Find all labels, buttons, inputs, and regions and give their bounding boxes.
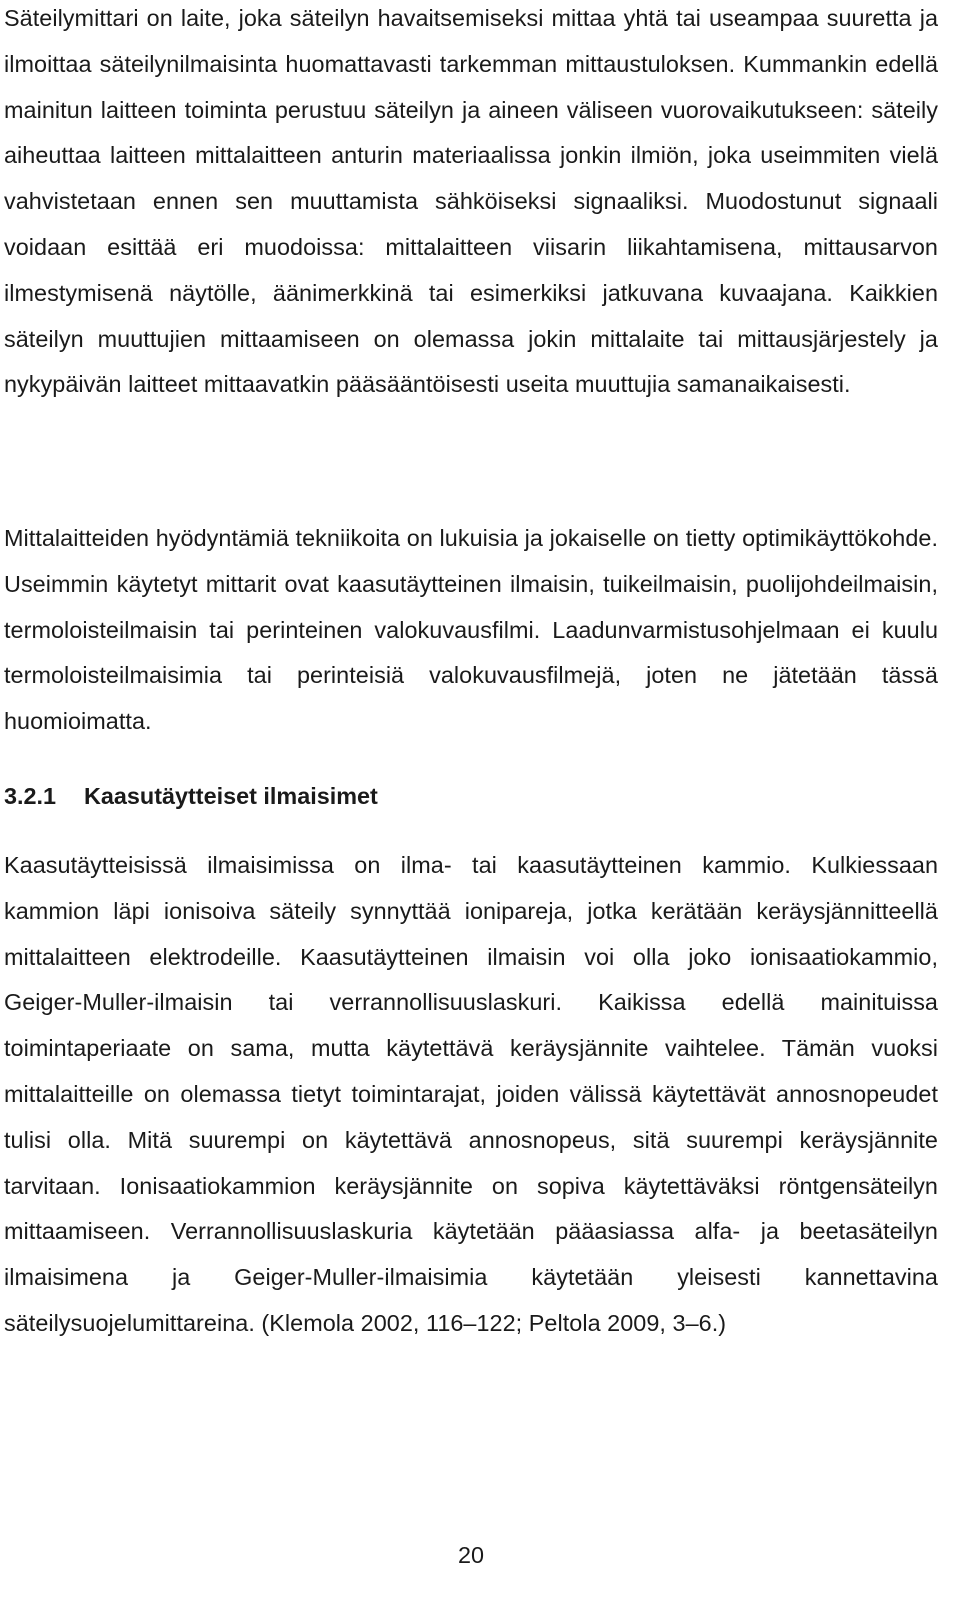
paragraph-radiation-meter: Säteilymittari on laite, joka säteilyn havaitsemiseksi mittaa yhtä tai useampaa suuretta ja ilmoittaa säteilynilmaisinta huomattavasti tarkemman mittaustuloksen. Kummankin edellä mainitun laitteen toiminta perustuu säteilyn ja aineen väliseen vuorovaikutukseen: säteily aiheuttaa laitteen mittalaitteen anturin materiaalissa jonkin ilmiön, joka useimmiten vielä vahvistetaan ennen sen muuttamista sähköiseksi signaaliksi. Muodostunut signaali voidaan esittää eri muodoissa: mittalaitteen viisarin liikahtamisena, mittausarvon ilmestymisenä näytölle, äänimerkkinä tai esimerkiksi jatkuvana kuvaajana. Kaikkien säteilyn muuttujien mittaamiseen on olemassa jokin mittalaite tai mittausjärjestely ja nykypäivän laitteet mittaavatkin pääsääntöisesti useita muuttujia samanaikaisesti. [4,5,938,398]
paragraph-measurement-techniques: Mittalaitteiden hyödyntämiä tekniikoita on lukuisia ja jokaiselle on tietty optimikäyttökohde. Useimmin käytetyt mittarit ovat kaasutäytteinen ilmaisin, tuikeilmaisin, puolijohdeilmaisin, termoloisteilmaisin tai perinteinen valokuvausfilmi. Laadunvarmistusohjelmaan ei kuulu termoloisteilmaisimia tai perinteisiä valokuvausfilmejä, joten ne jätetään tässä huomioimatta. [4,525,938,735]
paragraph-gas-filled-detectors: Kaasutäytteisissä ilmaisimissa on ilma- tai kaasutäytteinen kammio. Kulkiessaan kammion läpi ionisoiva säteily synnyttää ionipareja, jotka kerätään keräysjännitteellä mittalaitteen elektrodeille. Kaasutäytteinen ilmaisin voi olla joko ionisaatiokammio, Geiger-Muller-ilmaisin tai verrannollisuuslaskuri. Kaikissa edellä mainituissa toimintaperiaate on sama, mutta käytettävä keräysjännite vaihtelee. Tämän vuoksi mittalaitteille on olemassa tietyt toimintarajat, joiden välissä käytettävät annosnopeudet tulisi olla. Mitä suurempi on käytettävä annosnopeus, sitä suurempi keräysjännite tarvitaan. Ionisaatiokammion keräysjännite on sopiva käytettäväksi röntgensäteilyn mittaamiseen. Verrannollisuuslaskuria käytetään pääasiassa alfa- ja beetasäteilyn ilmaisimena ja Geiger-Muller-ilmaisimia käytetään yleisesti kannettavina säteilysuojelumittareina. (Klemola 2002, 116–122; Peltola 2009, 3–6.) [4,852,938,1336]
page-number: 20 [458,1542,485,1568]
section-number: 3.2.1 [4,783,57,809]
section-title: Kaasutäytteiset ilmaisimet [84,783,378,809]
section-heading [4,774,378,820]
document-page [4,0,938,1604]
